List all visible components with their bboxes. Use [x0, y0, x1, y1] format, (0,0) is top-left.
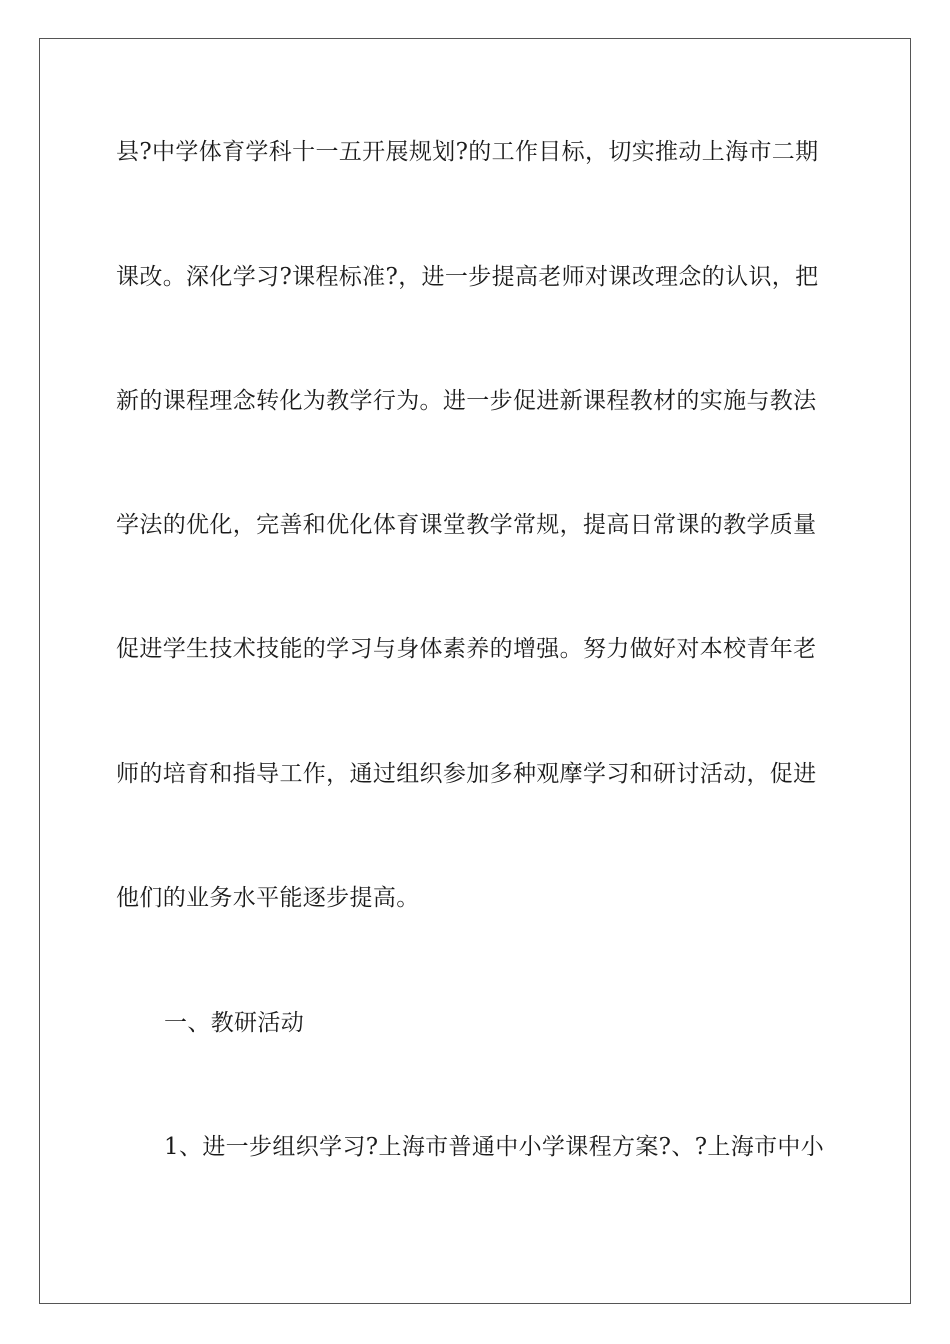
list-item: 1、进一步组织学习?上海市普通中小学课程方案?、?上海市中小 [164, 1134, 825, 1160]
paragraph-line: 县?中学体育学科十一五开展规划?的工作目标，切实推动上海市二期 [116, 139, 819, 165]
paragraph-line: 课改。深化学习?课程标准?，进一步提高老师对课改理念的认识，把 [116, 264, 819, 290]
page-frame [39, 38, 911, 1304]
paragraph-line: 他们的业务水平能逐步提高。 [116, 885, 420, 911]
paragraph-line: 促进学生技术技能的学习与身体素养的增强。努力做好对本校青年老 [116, 636, 817, 662]
paragraph-line: 新的课程理念转化为教学行为。进一步促进新课程教材的实施与教法 [116, 388, 817, 414]
paragraph-line: 师的培育和指导工作，通过组织参加多种观摩学习和研讨活动，促进 [116, 761, 817, 787]
section-heading: 一、教研活动 [164, 1010, 305, 1036]
paragraph-line: 学法的优化，完善和优化体育课堂教学常规，提高日常课的教学质量 [116, 512, 817, 538]
